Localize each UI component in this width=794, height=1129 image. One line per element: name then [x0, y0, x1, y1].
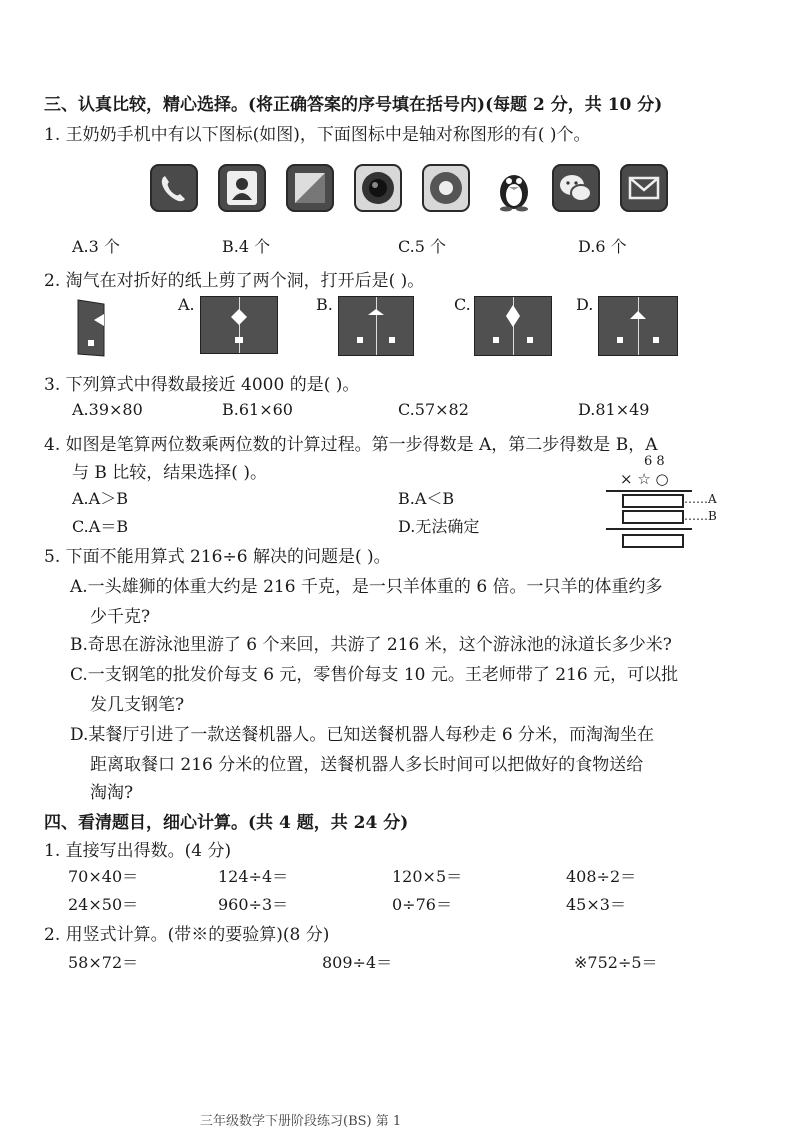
option-d: D.无法确定	[398, 517, 480, 536]
option-d-line: 淘淘?	[90, 783, 134, 803]
folded-paper-figure	[76, 298, 108, 358]
contact-icon	[218, 164, 266, 212]
question-stem: 5. 下面不能用算式 216÷6 解决的问题是( )。	[44, 547, 391, 567]
option-c-line: 发几支钢笔?	[90, 695, 185, 715]
question-stem: 3. 下列算式中得数最接近 4000 的是( )。	[44, 375, 360, 395]
step-b-box	[622, 510, 684, 524]
mail-icon	[620, 164, 668, 212]
calc-item: ※752÷5＝	[574, 953, 658, 972]
unfolded-paper-d	[598, 296, 678, 356]
option-c-line: C.一支钢笔的批发价每支 6 元，零售价每支 10 元。王老师带了 216 元，可以批	[70, 665, 679, 685]
option-a: A.A＞B	[72, 489, 128, 508]
calc-item: 45×3＝	[566, 895, 626, 914]
question-stem: 2. 淘气在对折好的纸上剪了两个洞，打开后是( )。	[44, 271, 425, 291]
section-title: 三、认真比较，精心选择。(将正确答案的序号填在括号内)(每题 2 分，共 10 分)	[44, 95, 663, 115]
unfolded-paper-c	[474, 296, 552, 356]
question-stem: 2. 用竖式计算。(带※的要验算)(8 分)	[44, 925, 330, 945]
option-c: C.A＝B	[72, 517, 129, 536]
option-a-line: A.一头雄狮的体重大约是 216 千克，是一只羊体重的 6 倍。一只羊的体重约多	[70, 577, 663, 597]
multiplication-line	[606, 528, 692, 530]
option-a: A.3 个	[72, 237, 120, 256]
option-b: B.4 个	[222, 237, 271, 256]
option-c: C.57×82	[398, 400, 469, 419]
option-b: B.61×60	[222, 400, 293, 419]
page-footer: 三年级数学下册阶段练习(BS) 第 1	[200, 1114, 402, 1129]
note-icon	[286, 164, 334, 212]
question-stem-continued: 与 B 比较，结果选择( )。	[72, 463, 267, 483]
unfolded-paper-a	[200, 296, 278, 354]
calc-item: 124÷4＝	[218, 867, 289, 886]
question-stem: 1. 王奶奶手机中有以下图标(如图)，下面图标中是轴对称图形的有( )个。	[44, 125, 591, 145]
calc-item: 58×72＝	[68, 953, 139, 972]
option-c: C.	[454, 295, 471, 314]
multiplication-top-digits: 6 8	[644, 454, 665, 469]
option-a: A.39×80	[72, 400, 143, 419]
calc-item: 70×40＝	[68, 867, 139, 886]
wechat-icon	[552, 164, 600, 212]
option-d-line: D.某餐厅引进了一款送餐机器人。已知送餐机器人每秒走 6 分米，而淘淘坐在	[70, 725, 655, 745]
calc-item: 0÷76＝	[392, 895, 452, 914]
record-icon	[422, 164, 470, 212]
step-a-box	[622, 494, 684, 508]
phone-icon	[150, 164, 198, 212]
option-a: A.	[178, 295, 195, 314]
option-d: D.81×49	[578, 400, 650, 419]
question-stem: 1. 直接写出得数。(4 分)	[44, 841, 232, 861]
multiplication-line	[606, 490, 692, 492]
option-d-line: 距离取餐口 216 分米的位置，送餐机器人多长时间可以把做好的食物送给	[90, 755, 644, 775]
label-b: ……B	[684, 509, 717, 523]
question-stem: 4. 如图是笔算两位数乘两位数的计算过程。第一步得数是 A，第二步得数是 B，A	[44, 435, 658, 455]
option-d: D.6 个	[578, 237, 627, 256]
qq-penguin-icon	[492, 164, 536, 212]
calc-item: 809÷4＝	[322, 953, 393, 972]
option-a-line: 少千克?	[90, 607, 151, 627]
calc-item: 960÷3＝	[218, 895, 289, 914]
calc-item: 408÷2＝	[566, 867, 637, 886]
multiplication-times-row: × ☆ ○	[620, 470, 669, 488]
label-a: ……A	[684, 492, 717, 506]
calc-item: 24×50＝	[68, 895, 139, 914]
camera-icon	[354, 164, 402, 212]
option-c: C.5 个	[398, 237, 447, 256]
option-b: B.A＜B	[398, 489, 455, 508]
calc-item: 120×5＝	[392, 867, 463, 886]
option-d: D.	[576, 295, 594, 314]
result-box	[622, 534, 684, 548]
option-b: B.	[316, 295, 333, 314]
section-title: 四、看清题目，细心计算。(共 4 题，共 24 分)	[44, 813, 409, 833]
option-b-line: B.奇思在游泳池里游了 6 个来回，共游了 216 米，这个游泳池的泳道长多少米?	[70, 635, 672, 655]
unfolded-paper-b	[338, 296, 414, 356]
